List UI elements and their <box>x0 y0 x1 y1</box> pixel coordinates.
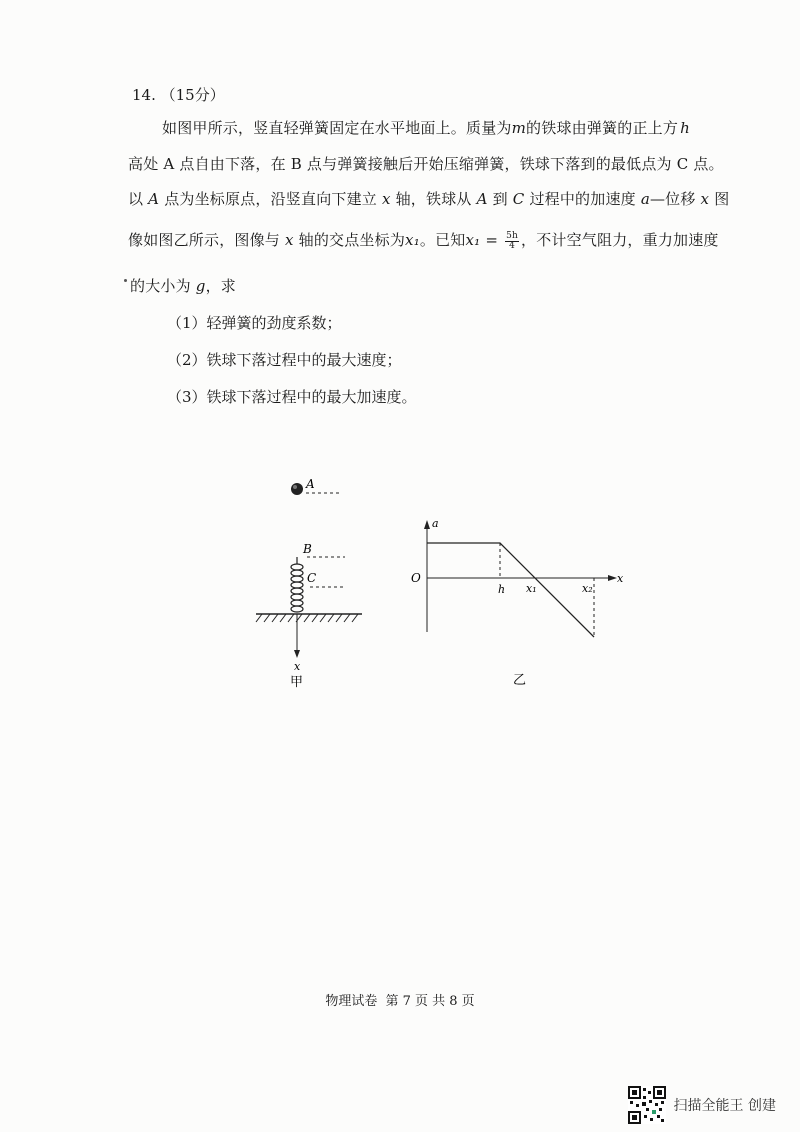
sub-question-2: （2）铁球下落过程中的最大速度； <box>167 351 402 369</box>
watermark-text: 扫描全能王 创建 <box>673 1098 776 1114</box>
footer-page-number: 第 7 页 共 8 页 <box>385 994 475 1009</box>
problem-line-3: 以 A 点为坐标原点，沿竖直向下建立 x 轴，铁球从 A 到 C 过程中的加速度 a—位移 x 图 <box>128 190 730 208</box>
spring <box>291 557 303 612</box>
physics-figures <box>240 470 640 690</box>
camscanner-watermark <box>628 1086 776 1124</box>
label-x-axis-jia: x <box>294 660 301 673</box>
right-arrow-icon <box>608 575 617 581</box>
qr-code-icon <box>628 1086 666 1124</box>
down-arrow-icon <box>294 650 300 658</box>
footer-subject: 物理试卷 <box>325 994 378 1009</box>
sub-question-3: （3）铁球下落过程中的最大加速度。 <box>167 388 417 406</box>
problem-line-5: 的大小为 g，求 <box>130 277 236 295</box>
question-number: 14. <box>132 86 156 104</box>
label-h: h <box>498 583 506 596</box>
label-x1: x₁ <box>526 582 537 595</box>
up-arrow-icon <box>424 520 430 529</box>
fraction-5h-over-4: $\frac{5h}{4}$ <box>506 230 519 251</box>
page-footer <box>0 990 800 1009</box>
ground-hatch <box>256 614 358 622</box>
figure-yi <box>411 517 624 688</box>
caption-jia: 甲 <box>290 675 304 690</box>
problem-line-1: 如图甲所示，竖直轻弹簧固定在水平地面上。质量为m的铁球由弹簧的正上方 h <box>162 119 690 137</box>
label-A: A <box>306 477 315 491</box>
question-score: （15分） <box>160 86 225 104</box>
caption-yi: 乙 <box>513 673 527 688</box>
label-x-axis-yi: x <box>617 572 624 585</box>
scan-speck <box>124 279 127 282</box>
label-C: C <box>307 571 317 585</box>
label-x2: x₂ <box>582 582 593 595</box>
label-a-axis: a <box>432 517 439 530</box>
problem-line-4: 像如图乙所示，图像与 x 轴的交点坐标为x₁。已知x₁ = $\frac{5h}{4}$ ，不计空气阻力，重力加速度 <box>128 230 719 251</box>
problem-line-2: 高处 A 点自由下落，在 B 点与弹簧接触后开始压缩弹簧，铁球下落到的最低点为 C 点。 <box>128 155 724 173</box>
label-B: B <box>303 542 312 556</box>
label-origin: O <box>411 571 421 585</box>
sub-question-1: （1）轻弹簧的劲度系数； <box>167 314 342 332</box>
iron-ball <box>291 483 303 495</box>
figure-jia <box>256 477 362 690</box>
acceleration-graph <box>427 543 594 637</box>
question-header <box>132 84 225 105</box>
